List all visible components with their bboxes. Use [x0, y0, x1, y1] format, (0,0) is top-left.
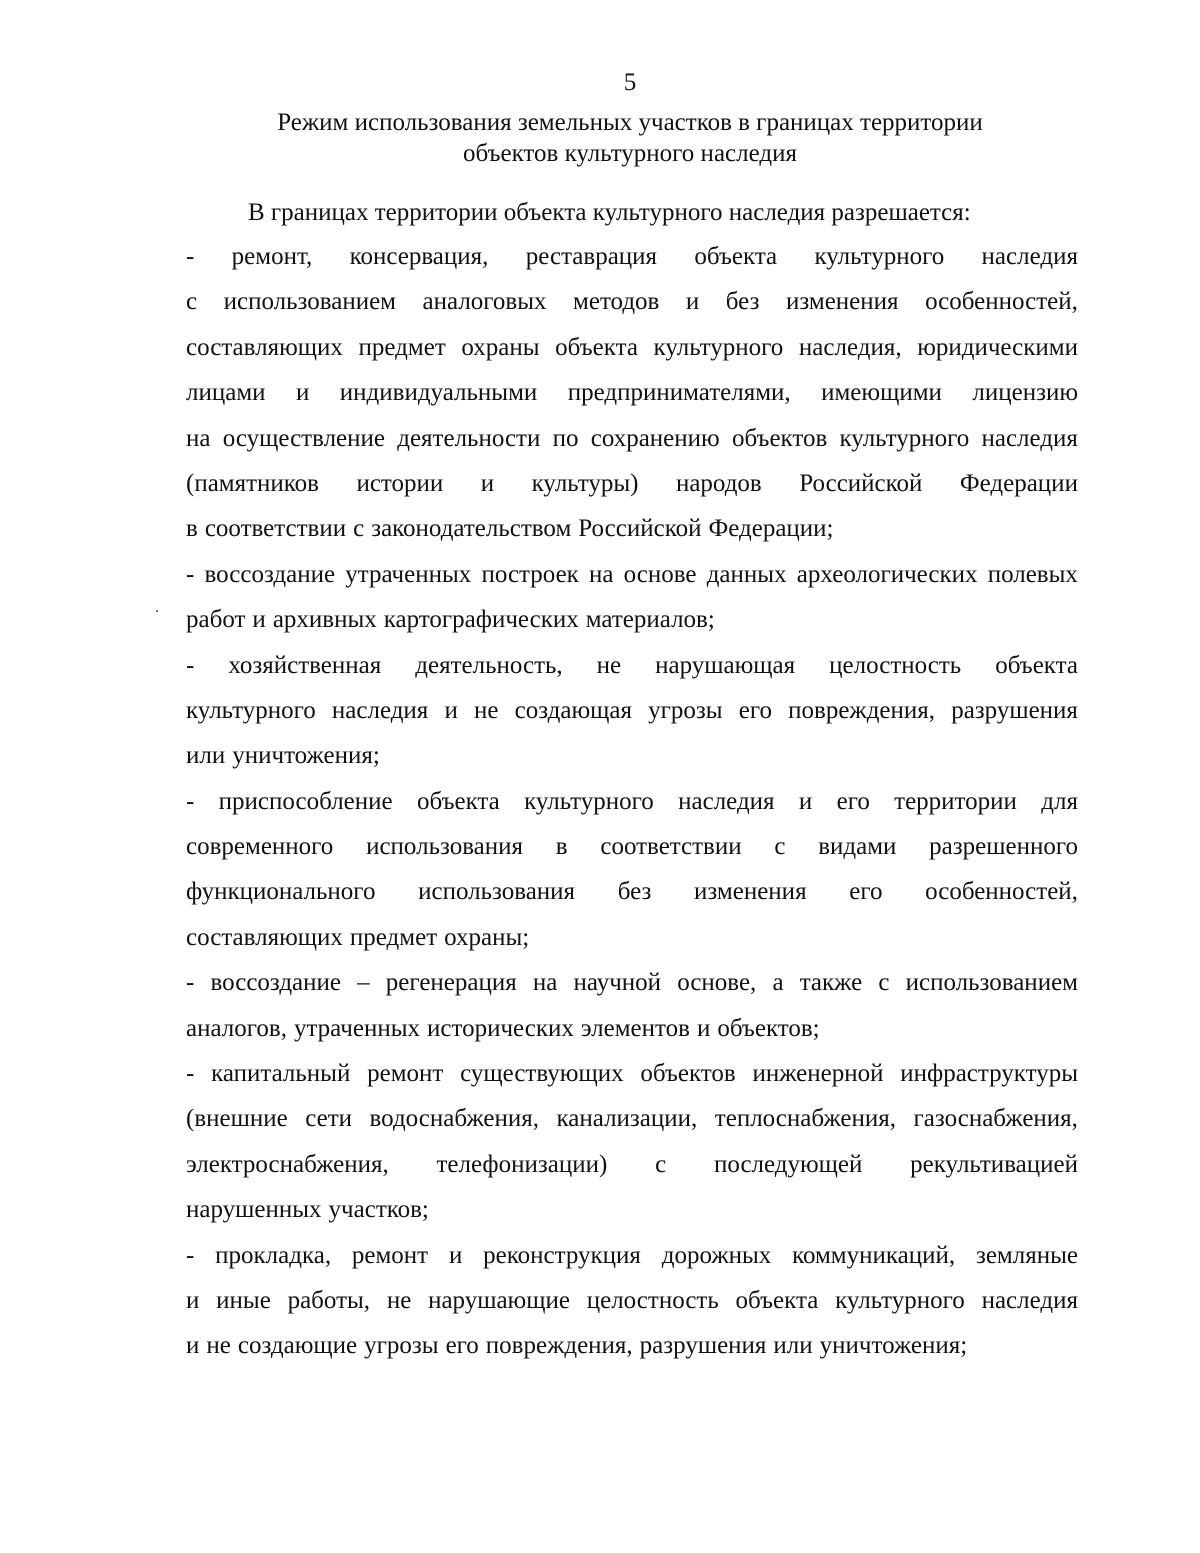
- intro-sentence: В границах территории объекта культурного наследия разрешается:: [248, 199, 971, 226]
- word: культурного: [835, 1286, 965, 1314]
- page-number: 5: [623, 69, 637, 96]
- word: и: [685, 288, 700, 316]
- word: реконструкция: [483, 1241, 641, 1269]
- word: консервация,: [349, 243, 489, 270]
- word: охраны;: [444, 923, 530, 951]
- word: особенностей,: [925, 288, 1078, 316]
- word: целостность: [829, 651, 962, 679]
- word: функционального: [186, 878, 376, 906]
- word: воссоздание: [204, 560, 336, 588]
- word: создающие: [237, 1332, 358, 1360]
- word: земляные: [975, 1241, 1078, 1269]
- word: теплоснабжения,: [714, 1105, 897, 1133]
- word: и: [448, 1241, 463, 1269]
- word: картографических: [383, 606, 579, 634]
- word: дорожных: [661, 1241, 772, 1269]
- word: коммуникаций,: [792, 1241, 956, 1269]
- word: –: [357, 969, 370, 997]
- word: целостность: [586, 1286, 719, 1314]
- word: -: [186, 243, 195, 270]
- word: в: [555, 833, 568, 861]
- word: разрушения: [639, 1332, 767, 1360]
- word: с: [655, 1150, 667, 1178]
- word: и: [186, 1286, 200, 1314]
- word: ремонт: [367, 1060, 444, 1088]
- bullet-paragraph: [186, 782, 1078, 964]
- word: телефонизации): [436, 1150, 608, 1178]
- heading-line-1: Режим использования земельных участков в границах территории: [277, 109, 983, 136]
- word: приспособление: [218, 787, 393, 815]
- word: наследия: [981, 1286, 1078, 1314]
- word: разрушения: [951, 696, 1078, 724]
- word: не: [596, 651, 622, 679]
- word: данных: [706, 560, 787, 588]
- word: прокладка,: [215, 1241, 332, 1269]
- word: объекта: [555, 333, 638, 361]
- word: составляющих: [186, 333, 343, 361]
- word: с: [186, 288, 198, 316]
- word: культуры): [531, 469, 639, 497]
- word: и: [444, 696, 458, 724]
- word: материалов;: [585, 606, 715, 634]
- word: архивных: [272, 606, 377, 634]
- word: научной: [573, 969, 662, 997]
- word: культурного: [839, 424, 970, 452]
- word: реставрация: [525, 243, 658, 270]
- word: не: [386, 1286, 412, 1314]
- word: работы,: [287, 1286, 371, 1314]
- text-line: [186, 1190, 1078, 1235]
- text-line: [186, 1236, 1078, 1281]
- word: соответствии: [204, 515, 347, 543]
- word: электроснабжения,: [186, 1150, 389, 1178]
- word: нарушенных: [186, 1196, 322, 1224]
- text-line: [186, 646, 1078, 691]
- word: с: [774, 833, 786, 861]
- text-line: [186, 419, 1078, 464]
- word: или: [773, 1332, 813, 1360]
- word: регенерация: [385, 969, 517, 997]
- word: иные: [216, 1286, 271, 1314]
- word: капитальный: [211, 1060, 351, 1088]
- word: его: [738, 696, 772, 724]
- word: на: [532, 969, 558, 997]
- word: охраны: [461, 333, 540, 361]
- word: осуществление: [222, 424, 385, 452]
- word: инфраструктуры: [900, 1060, 1078, 1088]
- word: (внешние: [186, 1105, 288, 1133]
- word: уничтожения;: [819, 1332, 968, 1360]
- word: и: [295, 379, 310, 407]
- word: изменения: [694, 878, 807, 906]
- word: инженерной: [752, 1060, 884, 1088]
- word: нарушающие: [428, 1286, 570, 1314]
- word: изменения: [785, 288, 899, 316]
- word: и: [696, 1014, 711, 1042]
- word: объекта: [694, 243, 778, 270]
- word: аналогов,: [186, 1014, 287, 1042]
- word: народов: [675, 469, 762, 497]
- text-line: [186, 827, 1078, 872]
- section-heading: [130, 107, 1130, 169]
- word: существующих: [460, 1060, 624, 1088]
- word: -: [186, 1241, 195, 1269]
- word: предпринимателями,: [567, 379, 791, 407]
- document-body: [186, 237, 1078, 1372]
- word: наследия,: [798, 333, 902, 361]
- word: без: [725, 288, 760, 316]
- word: для: [1041, 787, 1078, 815]
- bullet-paragraph: [186, 646, 1078, 782]
- word: Российской: [799, 469, 923, 497]
- word: наследия: [678, 787, 775, 815]
- word: культурного: [524, 787, 654, 815]
- word: угрозы: [364, 1332, 439, 1360]
- word: основе: [623, 560, 697, 588]
- word: повреждения,: [485, 1332, 633, 1360]
- text-line: [186, 1054, 1078, 1099]
- word: объектов;: [717, 1014, 820, 1042]
- word: сети: [305, 1105, 353, 1133]
- word: его: [445, 1332, 479, 1360]
- heading-line-2: объектов культурного наследия: [463, 140, 797, 167]
- word: лицами: [186, 379, 266, 407]
- word: объектов: [731, 424, 828, 452]
- word: аналоговых: [422, 288, 547, 316]
- word: газоснабжения,: [913, 1105, 1078, 1133]
- word: ремонт,: [231, 243, 313, 270]
- word: культурного: [186, 696, 316, 724]
- word: и: [186, 1332, 200, 1360]
- word: законодательством: [371, 515, 572, 543]
- word: культурного: [653, 333, 784, 361]
- word: видами: [818, 833, 897, 861]
- word: использованием: [223, 288, 397, 316]
- word: истории: [356, 469, 444, 497]
- word: юридическими: [917, 333, 1078, 361]
- word: объекта: [735, 1286, 819, 1314]
- word: особенностей,: [925, 878, 1078, 906]
- word: по: [552, 424, 579, 452]
- word: создающая: [514, 696, 633, 724]
- text-line: [186, 736, 1078, 781]
- word: ремонт: [351, 1241, 429, 1269]
- word: Федерации: [959, 469, 1078, 497]
- word: наследия: [981, 243, 1078, 270]
- word: нарушающая: [655, 651, 796, 679]
- bullet-paragraph: [186, 1236, 1078, 1372]
- word: разрешенного: [929, 833, 1078, 861]
- word: участков;: [328, 1196, 429, 1224]
- word: современного: [186, 833, 334, 861]
- word: объекта: [416, 787, 500, 815]
- word: -: [186, 969, 195, 997]
- text-line: [186, 600, 1078, 645]
- text-line: [186, 282, 1078, 327]
- word: использования: [418, 878, 576, 906]
- word: наследия: [981, 424, 1078, 452]
- word: имеющими: [821, 379, 942, 407]
- word: -: [186, 560, 195, 588]
- word: деятельности: [397, 424, 541, 452]
- bullet-paragraph: [186, 237, 1078, 555]
- bullet-paragraph: [186, 963, 1078, 1054]
- word: его: [836, 787, 870, 815]
- word: воссоздание: [210, 969, 342, 997]
- text-line: [186, 1009, 1078, 1054]
- scan-speck: [156, 610, 158, 612]
- text-line: [186, 963, 1078, 1008]
- word: объекта: [995, 651, 1078, 679]
- word: утраченных: [345, 560, 472, 588]
- word: уничтожения;: [232, 742, 380, 770]
- word: и: [252, 606, 266, 634]
- text-line: [186, 373, 1078, 418]
- word: предмет: [358, 333, 446, 361]
- word: построек: [481, 560, 579, 588]
- word: с: [878, 969, 890, 997]
- word: также: [799, 969, 863, 997]
- word: индивидуальными: [339, 379, 538, 407]
- word: археологических: [796, 560, 978, 588]
- word: на: [186, 424, 211, 452]
- word: лицензию: [972, 379, 1078, 407]
- word: Федерации;: [708, 515, 834, 543]
- word: с: [353, 515, 365, 543]
- word: составляющих: [186, 923, 343, 951]
- bullet-paragraph: [186, 555, 1078, 646]
- text-line: [186, 1281, 1078, 1326]
- word: -: [186, 651, 195, 679]
- word: и: [480, 469, 495, 497]
- word: исторических: [427, 1014, 574, 1042]
- word: угрозы: [648, 696, 723, 724]
- word: методов: [573, 288, 660, 316]
- text-line: [186, 555, 1078, 600]
- word: -: [186, 787, 195, 815]
- word: основе,: [677, 969, 757, 997]
- text-line: [186, 872, 1078, 917]
- word: утраченных: [293, 1014, 421, 1042]
- word: территории: [894, 787, 1017, 815]
- word: хозяйственная: [228, 651, 382, 679]
- word: его: [849, 878, 883, 906]
- text-line: [186, 918, 1078, 963]
- word: сохранению: [590, 424, 720, 452]
- word: элементов: [580, 1014, 690, 1042]
- text-line: [186, 237, 1078, 282]
- word: использования: [366, 833, 524, 861]
- word: в: [186, 515, 198, 543]
- word: на: [589, 560, 614, 588]
- word: повреждения,: [788, 696, 936, 724]
- word: канализации,: [556, 1105, 698, 1133]
- text-line: [186, 1145, 1078, 1190]
- text-line: [186, 464, 1078, 509]
- word: без: [617, 878, 652, 906]
- word: последующей: [713, 1150, 863, 1178]
- text-line: [186, 509, 1078, 554]
- word: а: [772, 969, 784, 997]
- text-line: [186, 328, 1078, 373]
- word: и: [798, 787, 813, 815]
- word: культурного: [814, 243, 945, 270]
- word: наследия: [331, 696, 429, 724]
- word: деятельность,: [415, 651, 563, 679]
- word: использованием: [905, 969, 1078, 997]
- word: не: [206, 1332, 231, 1360]
- text-line: [186, 1326, 1078, 1371]
- word: (памятников: [186, 469, 319, 497]
- word: водоснабжения,: [369, 1105, 540, 1133]
- word: полевых: [987, 560, 1078, 588]
- word: объектов: [640, 1060, 736, 1088]
- word: соответствии: [600, 833, 742, 861]
- word: Российской: [578, 515, 702, 543]
- text-line: [186, 1099, 1078, 1144]
- word: -: [186, 1060, 195, 1088]
- text-line: [186, 782, 1078, 827]
- word: предмет: [349, 923, 438, 951]
- text-line: [186, 691, 1078, 736]
- word: не: [474, 696, 499, 724]
- word: или: [186, 742, 226, 770]
- word: рекультивацией: [910, 1150, 1078, 1178]
- bullet-paragraph: [186, 1054, 1078, 1236]
- word: работ: [186, 606, 246, 634]
